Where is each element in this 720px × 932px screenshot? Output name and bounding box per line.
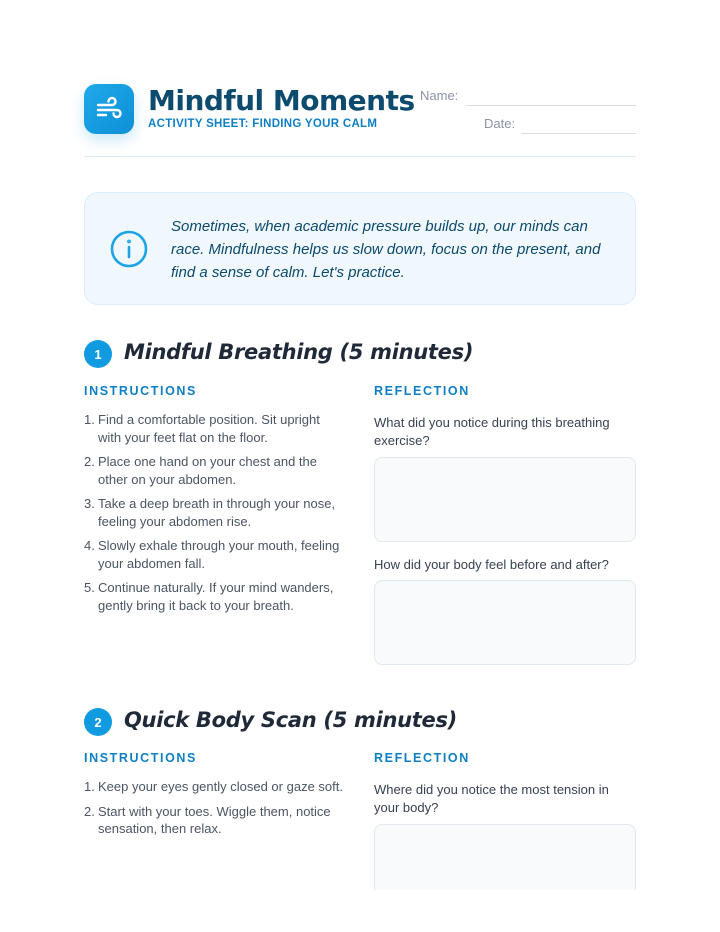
- step-text: Keep your eyes gently closed or gaze soft.: [98, 779, 343, 794]
- list-item: [84, 453, 346, 488]
- list-item: [84, 778, 346, 796]
- answer-box[interactable]: [374, 457, 636, 542]
- step-number: 5.: [84, 580, 95, 595]
- step-text: Place one hand on your chest and the other on your abdomen.: [98, 454, 317, 487]
- step-text: Continue naturally. If your mind wanders, gently bring it back to your breath.: [98, 580, 334, 613]
- page-subtitle: ACTIVITY SHEET: FINDING YOUR CALM: [148, 118, 378, 130]
- step-number: 4.: [84, 538, 95, 553]
- step-number: 2.: [84, 454, 95, 469]
- reflection-heading: REFLECTION: [374, 751, 470, 765]
- step-text: Slowly exhale through your mouth, feeling your abdomen fall.: [98, 538, 340, 571]
- step-number: 1.: [84, 779, 95, 794]
- intro-text: Sometimes, when academic pressure builds up, our minds can race. Mindfulness helps us slow down, focus on the present, and find a sense of calm. Let's practice.: [171, 218, 601, 281]
- reflection-question: How did your body feel before and after?: [374, 557, 609, 572]
- name-field[interactable]: [466, 105, 636, 106]
- answer-box[interactable]: [374, 824, 636, 890]
- list-item: [84, 537, 346, 572]
- step-text: Find a comfortable position. Sit upright with your feet flat on the floor.: [98, 412, 320, 445]
- page-header: [84, 84, 636, 156]
- section-title: Mindful Breathing (5 minutes): [124, 340, 474, 364]
- instruction-list: [84, 411, 346, 621]
- step-text: Take a deep breath in through your nose, feeling your abdomen rise.: [98, 496, 336, 529]
- section-title: Quick Body Scan (5 minutes): [124, 708, 457, 732]
- name-label: Name:: [420, 88, 459, 103]
- info-icon: [109, 229, 149, 269]
- section-number-badge: 1: [84, 340, 112, 368]
- list-item: [84, 495, 346, 530]
- list-item: [84, 411, 346, 446]
- logo: [84, 84, 134, 134]
- reflection-heading: REFLECTION: [374, 384, 470, 398]
- instructions-heading: INSTRUCTIONS: [84, 751, 197, 765]
- reflection-question: Where did you notice the most tension in your body?: [374, 782, 609, 815]
- list-item: [84, 803, 346, 838]
- step-number: 2.: [84, 803, 95, 819]
- instruction-list: [84, 778, 346, 845]
- page-title: Mindful Moments: [148, 84, 415, 117]
- list-item: [84, 579, 346, 614]
- date-label: Date:: [484, 116, 516, 131]
- answer-box[interactable]: [374, 580, 636, 665]
- header-divider: [84, 156, 636, 157]
- reflection-question: What did you notice during this breathing exercise?: [374, 415, 610, 448]
- instructions-heading: INSTRUCTIONS: [84, 384, 197, 398]
- step-number: 1.: [84, 412, 95, 427]
- wind-icon: [94, 94, 124, 124]
- step-number: 3.: [84, 496, 95, 511]
- step-text: Start with your toes. Wiggle them, notice sensation, then relax.: [98, 803, 331, 836]
- date-field[interactable]: [521, 133, 636, 134]
- section-number-badge: 2: [84, 708, 112, 736]
- intro-callout: [84, 192, 636, 305]
